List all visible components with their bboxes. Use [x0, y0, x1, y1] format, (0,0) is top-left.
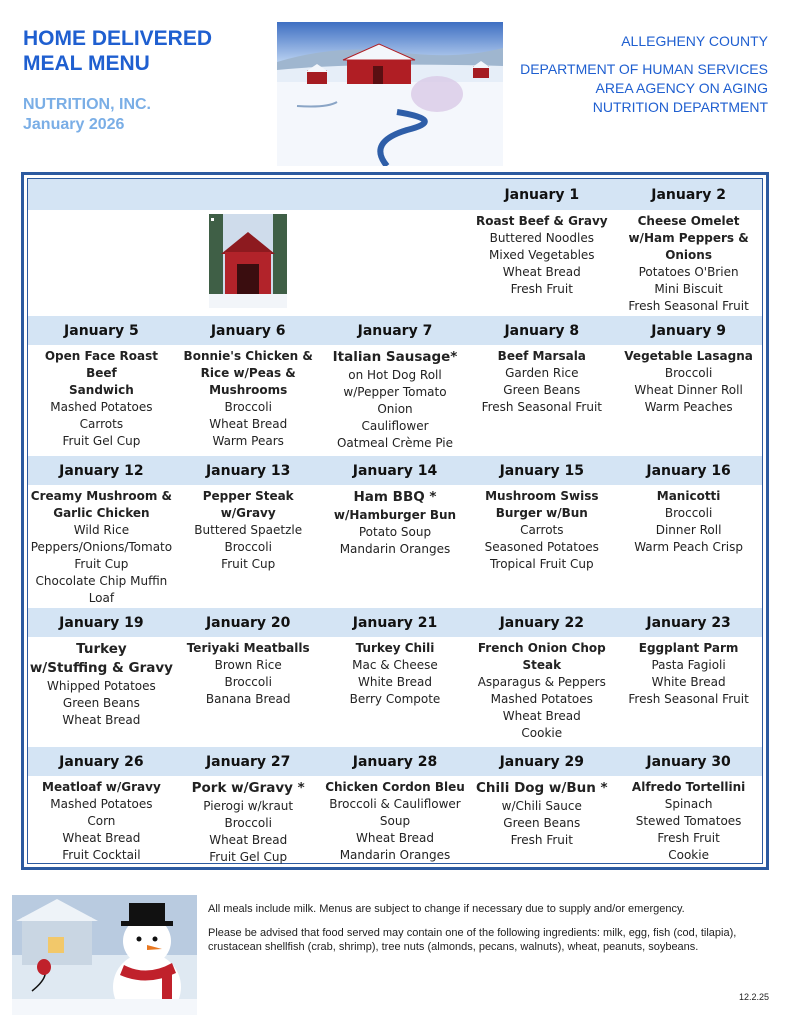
side-item: Mac & Cheese [352, 658, 438, 672]
day-header: January 19 [28, 608, 175, 637]
side-item: Pierogi w/kraut [203, 799, 294, 813]
menu-grid [27, 178, 763, 864]
day-header: January 9 [615, 316, 762, 345]
side-item: Fruit Cocktail [62, 848, 141, 862]
day-menu [615, 485, 762, 608]
side-item: Warm Peaches [644, 400, 733, 414]
day-menu [322, 210, 469, 316]
day-header: January 29 [468, 747, 615, 776]
side-item: Mixed Vegetables [489, 248, 595, 262]
day-header: January 26 [28, 747, 175, 776]
side-item: Carrots [520, 523, 564, 537]
side-item: Broccoli [224, 400, 272, 414]
entree-line: Steak [522, 658, 562, 672]
side-item: Broccoli [224, 816, 272, 830]
entree-line: French Onion Chop [477, 641, 606, 655]
day-menu [28, 210, 175, 316]
day-header: January 12 [28, 456, 175, 485]
day-menu [468, 776, 615, 866]
day-menu [322, 485, 469, 608]
side-item: Mandarin Oranges [339, 848, 451, 862]
side-item: Mandarin Oranges [339, 542, 451, 556]
day-menu [322, 345, 469, 456]
side-item: Fresh Fruit [510, 282, 573, 296]
side-item: Berry Compote [349, 692, 441, 706]
day-menu [615, 637, 762, 747]
entree-line: Roast Beef & Gravy [475, 214, 608, 228]
day-header: January 13 [175, 456, 322, 485]
entree-line: Turkey [76, 641, 127, 657]
entree-line: Eggplant Parm [638, 641, 739, 655]
entree-line: Bonnie's Chicken & [183, 349, 313, 363]
side-item: Cauliflower [361, 419, 429, 433]
side-item: Fruit Cup [221, 557, 276, 571]
side-item: Fresh Seasonal Fruit [628, 692, 749, 706]
side-item: Cookie [668, 848, 709, 862]
side-item: Cookie [521, 726, 563, 740]
side-item: Corn [87, 814, 116, 828]
side-item: Fresh Fruit [657, 831, 720, 845]
day-header: January 28 [322, 747, 469, 776]
side-item: Broccoli & Cauliflower [329, 797, 461, 811]
day-menu [28, 637, 175, 747]
entree-line: w/Hamburger Bun [333, 508, 457, 522]
day-header: January 14 [322, 456, 469, 485]
side-item: Onion [377, 402, 413, 416]
day-header: January 7 [322, 316, 469, 345]
day-header: January 22 [468, 608, 615, 637]
allergen-note: Please be advised that food served may contain one of the following ingredients: milk, egg, fish (cod, tilapia), crustacean shellfish (crab, shrimp), tree nuts (almonds, pecans, walnuts), wheat, peanuts, soybeans. [208, 927, 737, 953]
day-header: January 2 [615, 179, 762, 210]
side-item: Wheat Bread [62, 831, 141, 845]
side-item: Mashed Potatoes [50, 797, 153, 811]
side-item: Wheat Dinner Roll [634, 383, 743, 397]
agency-aging: AREA AGENCY ON AGING [595, 80, 768, 96]
title-line-2: MEAL MENU [23, 52, 150, 75]
side-item: Warm Peach Crisp [634, 540, 743, 554]
entree-line: Teriyaki Meatballs [186, 641, 310, 655]
day-menu [615, 345, 762, 456]
covered-bridge-illustration [175, 210, 322, 316]
entree-line: Pork w/Gravy * [191, 780, 305, 796]
side-item: Broccoli [664, 366, 713, 380]
side-item: Buttered Noodles [489, 231, 594, 245]
day-menu [175, 485, 322, 608]
side-item: Wheat Bread [209, 833, 288, 847]
entree-line: Garlic Chicken [53, 506, 150, 520]
day-header: January 20 [175, 608, 322, 637]
milk-note: All meals include milk. Menus are subject to change if necessary due to supply and/or emergency. [208, 903, 685, 915]
side-item: Broccoli [224, 675, 272, 689]
entree-line: Beef Marsala [497, 349, 586, 363]
entree-line: w/Ham Peppers & [628, 231, 749, 245]
entree-line: Pepper Steak w/Gravy [202, 489, 294, 520]
day-header: January 1 [468, 179, 615, 210]
side-item: Broccoli [664, 506, 713, 520]
side-item: Potatoes O'Brien [638, 265, 739, 279]
side-item: Garden Rice [505, 366, 579, 380]
day-header: January 23 [615, 608, 762, 637]
title-line-1: HOME DELIVERED [23, 27, 213, 50]
menu-calendar [21, 172, 769, 870]
entree-line: w/Stuffing & Gravy [29, 660, 173, 676]
entree-line: Mushrooms [209, 383, 288, 397]
agency-department: DEPARTMENT OF HUMAN SERVICES [520, 61, 768, 77]
side-item: Wheat Bread [62, 713, 141, 727]
entree-line: Turkey Chili [355, 641, 435, 655]
side-item: Broccoli [224, 540, 272, 554]
side-item: Tropical Fruit Cup [489, 557, 594, 571]
day-header: January 5 [28, 316, 175, 345]
entree-line: Onions [665, 248, 712, 262]
side-item: on Hot Dog Roll [348, 368, 442, 382]
side-item: Oatmeal Crème Pie [336, 436, 454, 450]
entree-line: Rice w/Peas & [200, 366, 296, 380]
day-menu [28, 485, 175, 608]
side-item: Mashed Potatoes [490, 692, 593, 706]
day-header [175, 179, 322, 210]
entree-line: Cheese Omelet [637, 214, 740, 228]
day-menu [175, 345, 322, 456]
entree-line: Manicotti [656, 489, 721, 503]
day-header [28, 179, 175, 210]
side-item: Wheat Bread [356, 831, 434, 845]
day-menu [615, 776, 762, 866]
side-item: Wheat Bread [209, 417, 288, 431]
side-item: White Bread [651, 675, 726, 689]
entree-line: Open Face Roast Beef [44, 349, 158, 380]
version-code: 12.2.25 [738, 992, 769, 1002]
entree-line: Italian Sausage* [332, 349, 458, 365]
side-item: White Bread [358, 675, 432, 689]
menu-subtitle [23, 95, 151, 135]
side-item: Warm Pears [212, 434, 284, 448]
side-item: Wheat Bread [502, 265, 581, 279]
agency-nutrition: NUTRITION DEPARTMENT [592, 99, 768, 115]
side-item: Loaf [88, 591, 115, 605]
day-header: January 16 [615, 456, 762, 485]
side-item: Seasoned Potatoes [484, 540, 599, 554]
day-header: January 21 [322, 608, 469, 637]
day-menu [322, 637, 469, 747]
side-item: Green Beans [503, 816, 581, 830]
org-name: NUTRITION, INC. [23, 96, 151, 113]
day-menu [468, 345, 615, 456]
side-item: Fruit Gel Cup [209, 850, 288, 864]
side-item: Fresh Seasonal Fruit [628, 299, 749, 313]
side-item: Fruit Gel Cup [62, 434, 141, 448]
side-item: Soup [379, 814, 411, 828]
menu-month: January 2026 [23, 116, 125, 133]
entree-line: Chili Dog w/Bun * [475, 780, 608, 796]
entree-line: Creamy Mushroom & [30, 489, 172, 503]
agency-county: ALLEGHENY COUNTY [621, 33, 768, 49]
day-header [322, 179, 469, 210]
entree-line: Sandwich [69, 383, 134, 397]
day-menu [28, 776, 175, 866]
side-item: Carrots [79, 417, 124, 431]
day-menu [468, 485, 615, 608]
side-item: Asparagus & Peppers [477, 675, 606, 689]
day-menu [615, 210, 762, 316]
agency-block [520, 32, 768, 117]
side-item: Wheat Bread [502, 709, 581, 723]
side-item: Dinner Roll [655, 523, 722, 537]
side-item: Spinach [664, 797, 713, 811]
side-item: Mini Biscuit [654, 282, 723, 296]
entree-line: Burger w/Bun [495, 506, 588, 520]
side-item: Brown Rice [214, 658, 282, 672]
day-header: January 8 [468, 316, 615, 345]
entree-line: Chicken Cordon Bleu [325, 780, 465, 794]
entree-line: Meatloaf w/Gravy [42, 780, 161, 794]
entree-line: Mushroom Swiss [485, 489, 599, 503]
day-header: January 15 [468, 456, 615, 485]
day-header: January 27 [175, 747, 322, 776]
side-item: Fresh Fruit [510, 833, 573, 847]
side-item: Whipped Potatoes [47, 679, 156, 693]
day-menu [468, 637, 615, 747]
menu-title [23, 26, 212, 76]
day-header: January 30 [615, 747, 762, 776]
snowman-illustration [12, 895, 197, 1015]
day-header: January 6 [175, 316, 322, 345]
day-menu [322, 776, 469, 866]
side-item: w/Chili Sauce [501, 799, 582, 813]
side-item: Peppers/Onions/Tomato [30, 540, 173, 554]
menu-notes [208, 902, 763, 964]
side-item: Fresh Seasonal Fruit [481, 400, 602, 414]
side-item: Stewed Tomatoes [635, 814, 742, 828]
side-item: Fruit Cup [74, 557, 129, 571]
side-item: Banana Bread [205, 692, 291, 706]
day-menu [28, 345, 175, 456]
side-item: Chocolate Chip Muffin [35, 574, 168, 588]
side-item: Buttered Spaetzle [194, 523, 303, 537]
winter-barn-illustration [277, 22, 503, 166]
side-item: w/Pepper Tomato [343, 385, 447, 399]
entree-line: Vegetable Lasagna [624, 349, 753, 363]
side-item: Green Beans [62, 696, 140, 710]
side-item: Pasta Fagioli [651, 658, 726, 672]
entree-line: Alfredo Tortellini [631, 780, 746, 794]
entree-line: Ham BBQ * [353, 489, 437, 505]
day-menu [175, 776, 322, 866]
day-menu [468, 210, 615, 316]
side-item: Green Beans [503, 383, 581, 397]
side-item: Mashed Potatoes [50, 400, 153, 414]
day-menu [175, 637, 322, 747]
side-item: Wild Rice [73, 523, 130, 537]
side-item: Potato Soup [358, 525, 432, 539]
